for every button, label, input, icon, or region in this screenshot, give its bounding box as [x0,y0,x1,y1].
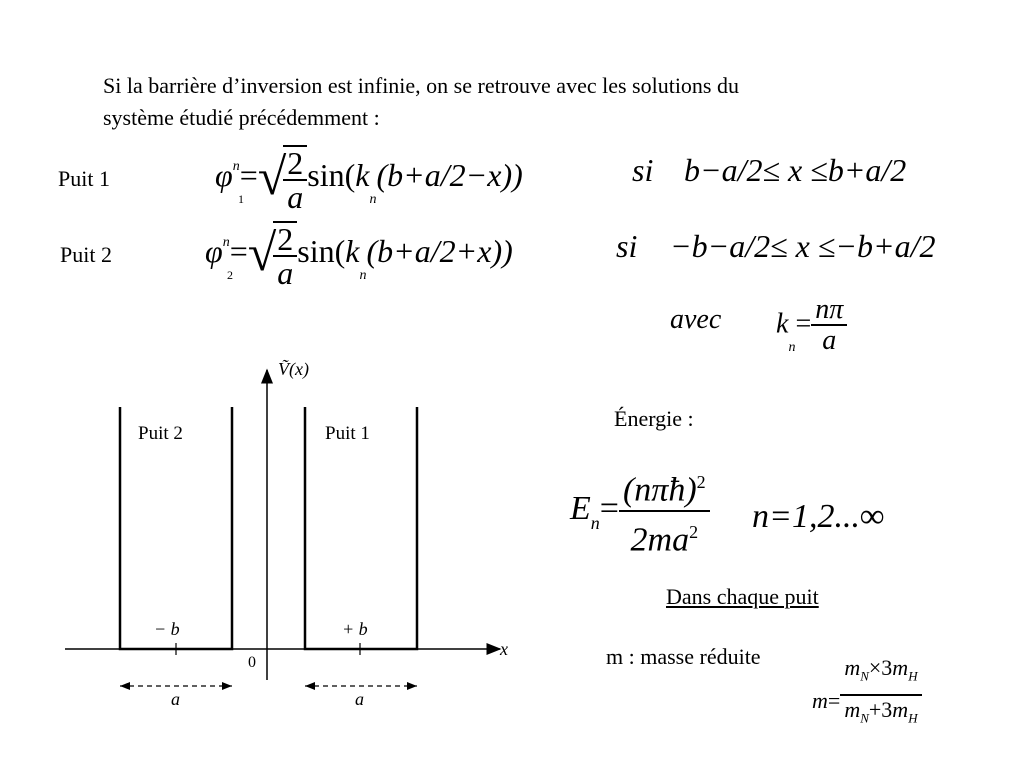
mN: m [844,655,861,680]
equals: = [229,233,248,269]
dans-chaque-puit: Dans chaque puit [666,584,819,609]
fraction-numerator: nπ [811,296,847,326]
kn-fraction [811,296,847,356]
numerator-exponent: 2 [696,472,706,492]
width-label-right: a [355,689,364,709]
width-label-left: a [171,689,180,709]
denominator-exponent: 2 [689,522,699,543]
fraction-numerator [619,462,710,512]
diagram-well1-label: Puit 1 [325,423,370,444]
arrowhead-icon [305,682,315,690]
k-subscript: n [369,192,377,208]
fraction-denominator: a [822,325,837,356]
well1-label: Puit 1 [58,166,110,191]
phi-superscript: n [232,159,240,175]
fraction-denominator [619,512,710,560]
well1-condition: b−a/2≤ x ≤b+a/2 [684,152,907,188]
arrowhead-icon [222,682,232,690]
phi-symbol: φ [215,157,233,193]
plus-3: +3 [868,697,893,723]
phi-superscript: n [222,235,230,251]
sqrt-fraction [273,221,297,289]
H-sub: H [908,668,918,684]
k-symbol: k [345,233,360,269]
kn-definition [776,296,847,356]
energy-symbol: E [570,490,591,528]
sin-argument: (b+a/2−x)) [376,157,523,193]
y-axis-label: Ṽ(x) [278,359,309,379]
mN: m [844,697,861,723]
energy-subscript: n [590,512,600,533]
energie-label: Énergie : [614,406,694,431]
intro-line-2: système étudié précédemment : [103,105,380,130]
arrowhead-icon [407,682,417,690]
numerator-text: (nπħ) [622,471,697,509]
reduced-mass-equation [812,654,922,733]
sqrt-fraction [283,145,307,213]
diagram-well2-label: Puit 2 [138,423,183,444]
equals: = [795,308,812,340]
x-axis-label: x [500,639,508,659]
mH: m [892,697,909,723]
k-subscript: n [359,268,367,284]
potential-well-diagram [60,355,530,710]
minus-b-label: − b [154,619,180,639]
fraction-numerator: 2 [273,223,297,257]
well1-equation [215,140,523,213]
k-symbol: k [355,157,370,193]
sqrt-icon: √ [257,149,287,206]
mass-fraction [840,654,921,733]
k-symbol: k [776,308,789,340]
energy-fraction [619,462,710,561]
equals: = [599,490,619,528]
N-sub: N [860,668,869,684]
phi-index-2: 2 [227,268,233,282]
fraction-numerator: 2 [283,147,307,181]
H-sub: H [908,710,918,726]
intro-line-1: Si la barrière d’inversion est infinie, on se retrouve avec les solutions du [103,73,739,98]
well1-si: si [632,152,654,188]
denominator-text: 2ma [630,521,690,559]
equals: = [239,157,258,193]
sin-function: sin( [297,233,346,269]
energy-equation [570,462,710,561]
well2-si: si [616,228,638,264]
well2-label: Puit 2 [60,242,112,267]
k-subscript: n [788,340,796,356]
phi-index-1: 1 [238,192,244,206]
fraction-denominator: a [277,254,294,291]
avec-word: avec [670,304,722,335]
energy-range: n=1,2...∞ [752,498,885,535]
intro-text [103,70,963,134]
sqrt-icon: √ [247,225,277,282]
well2-equation [205,216,513,289]
phi-symbol: φ [205,233,223,269]
fraction-denominator [840,696,921,732]
masse-reduite-label: m : masse réduite [606,644,761,669]
mH: m [892,655,909,680]
sin-argument: (b+a/2+x)) [366,233,513,269]
sin-function: sin( [307,157,356,193]
m-symbol: m [812,688,828,713]
fraction-numerator [840,654,921,696]
fraction-denominator: a [287,178,304,215]
origin-label: 0 [248,654,256,671]
times-3: ×3 [868,655,893,680]
N-sub: N [860,710,869,726]
arrowhead-icon [120,682,130,690]
plus-b-label: + b [342,619,368,639]
equals: = [827,688,841,713]
well2-condition: −b−a/2≤ x ≤−b+a/2 [670,228,936,264]
